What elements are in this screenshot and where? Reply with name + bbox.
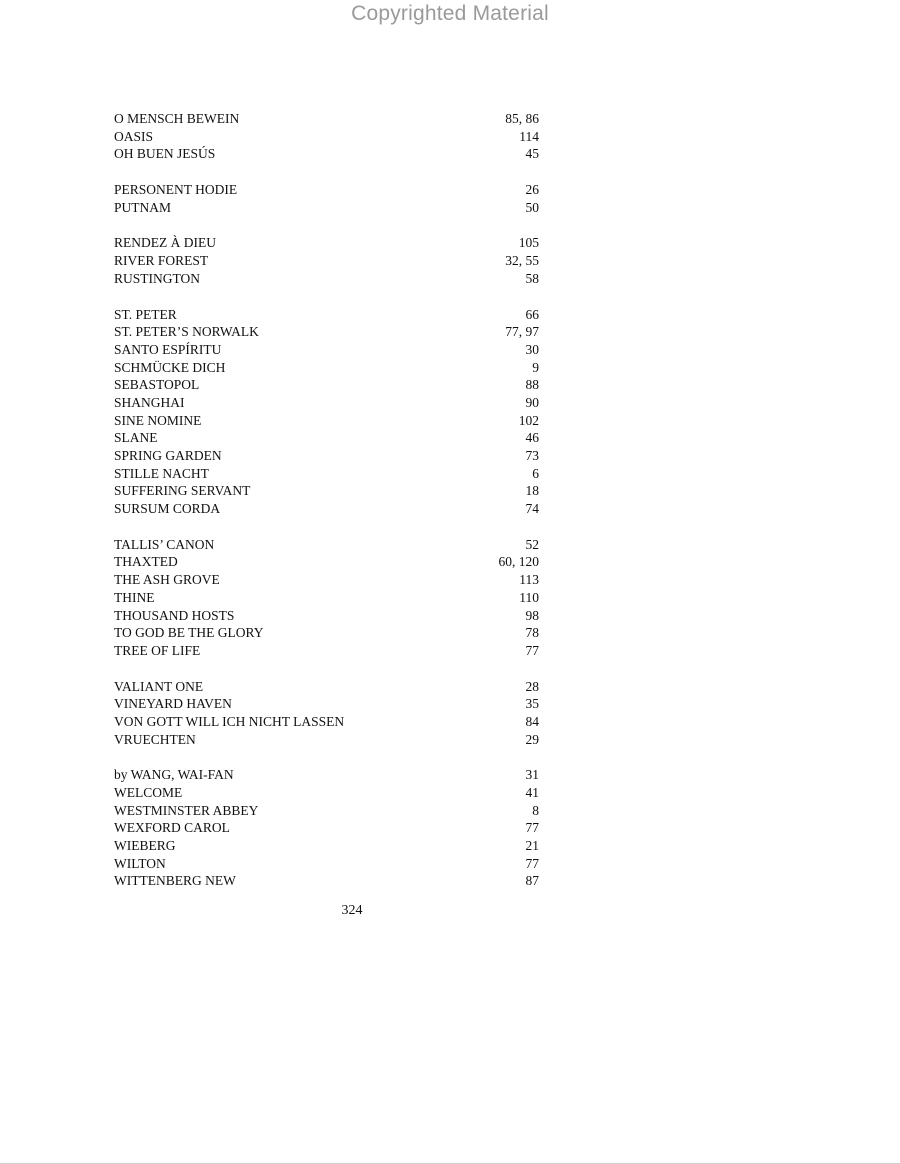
index-entry — [114, 447, 539, 465]
copyright-watermark: Copyrighted Material — [351, 2, 549, 25]
page-reference: 6 — [532, 465, 539, 481]
page-reference: 18 — [525, 483, 539, 499]
tune-title: THE ASH GROVE — [114, 572, 220, 588]
page-reference: 32, 55 — [505, 253, 539, 269]
page-number: 324 — [341, 903, 363, 918]
page-reference: 35 — [525, 696, 539, 712]
tune-title: VON GOTT WILL ICH NICHT LASSEN — [114, 713, 345, 729]
index-entry — [114, 607, 539, 625]
index-entry — [114, 270, 539, 288]
index-entry — [114, 713, 539, 731]
page-reference: 77, 97 — [505, 324, 539, 340]
tune-title: THAXTED — [114, 554, 178, 570]
page-reference: 113 — [519, 572, 539, 588]
tune-title: SLANE — [114, 430, 158, 446]
tune-title: by WANG, WAI-FAN — [114, 767, 234, 783]
page-reference: 77 — [525, 642, 539, 658]
index-entry — [114, 376, 539, 394]
index-entry — [114, 429, 539, 447]
page-reference: 88 — [525, 377, 539, 393]
index-entry — [114, 323, 539, 341]
index-entry — [114, 802, 539, 820]
index-entry — [114, 341, 539, 359]
tune-title: SUFFERING SERVANT — [114, 483, 251, 499]
page-reference: 110 — [519, 589, 539, 605]
index-group — [114, 181, 539, 216]
tune-title: TO GOD BE THE GLORY — [114, 625, 264, 641]
tune-title: TALLIS’ CANON — [114, 536, 215, 552]
page-reference: 46 — [525, 430, 539, 446]
tune-title: TREE OF LIFE — [114, 642, 201, 658]
index-entry — [114, 500, 539, 518]
index-group — [114, 234, 539, 287]
tune-title: SPRING GARDEN — [114, 448, 222, 463]
tune-title: RIVER FOREST — [114, 253, 209, 269]
index-entry — [114, 784, 539, 802]
index-entry — [114, 412, 539, 430]
index-entry — [114, 642, 539, 660]
tune-title: THOUSAND HOSTS — [114, 607, 235, 623]
tune-index — [114, 110, 539, 908]
tune-title: STILLE NACHT — [114, 465, 209, 481]
page-reference: 87 — [525, 873, 539, 889]
page-reference: 77 — [525, 820, 539, 836]
tune-title: WILTON — [114, 855, 166, 871]
page-reference: 50 — [525, 199, 539, 215]
page-reference: 85, 86 — [505, 111, 539, 126]
page-reference: 45 — [525, 146, 539, 162]
tune-title: SANTO ESPÍRITU — [114, 341, 222, 357]
tune-title: THINE — [114, 589, 155, 605]
page-reference: 52 — [525, 536, 539, 552]
index-entry — [114, 128, 539, 146]
page-reference: 66 — [525, 306, 539, 322]
tune-title: WELCOME — [114, 785, 183, 800]
page-reference: 28 — [525, 678, 539, 694]
page-reference: 90 — [525, 394, 539, 410]
index-entry — [114, 571, 539, 589]
page-reference: 114 — [519, 128, 539, 144]
index-entry — [114, 678, 539, 696]
page-reference: 84 — [525, 713, 539, 729]
index-entry — [114, 855, 539, 873]
index-entry — [114, 695, 539, 713]
tune-title: ST. PETER’S NORWALK — [114, 324, 259, 340]
tune-title: PERSONENT HODIE — [114, 182, 238, 198]
index-entry — [114, 306, 539, 324]
index-entry — [114, 624, 539, 642]
page-reference: 105 — [518, 235, 539, 251]
index-entry — [114, 553, 539, 571]
tune-title: VALIANT ONE — [114, 678, 204, 694]
index-entry — [114, 731, 539, 749]
tune-title: SURSUM CORDA — [114, 501, 221, 517]
page-reference: 30 — [525, 341, 539, 357]
tune-title: VRUECHTEN — [114, 731, 196, 747]
index-entry — [114, 536, 539, 554]
page-reference: 74 — [525, 501, 539, 517]
page-reference: 58 — [525, 270, 539, 286]
index-entry — [114, 819, 539, 837]
index-entry — [114, 482, 539, 500]
index-entry — [114, 394, 539, 412]
tune-title: RUSTINGTON — [114, 270, 201, 286]
tune-title: PUTNAM — [114, 199, 172, 215]
page-reference: 98 — [525, 607, 539, 623]
index-entry — [114, 145, 539, 163]
index-group — [114, 678, 539, 749]
tune-title: VINEYARD HAVEN — [114, 696, 232, 712]
tune-title: SINE NOMINE — [114, 412, 202, 428]
tune-title: SEBASTOPOL — [114, 377, 200, 393]
index-entry — [114, 110, 539, 128]
page-reference: 21 — [525, 838, 539, 854]
index-group — [114, 766, 539, 890]
tune-title: ST. PETER — [114, 306, 177, 322]
tune-title: O MENSCH BEWEIN — [114, 111, 240, 126]
index-entry — [114, 252, 539, 270]
index-entry — [114, 181, 539, 199]
tune-title: OH BUEN JESÚS — [114, 146, 216, 162]
index-entry — [114, 465, 539, 483]
index-group — [114, 536, 539, 660]
page-reference: 60, 120 — [498, 554, 539, 570]
tune-title: SCHMÜCKE DICH — [114, 359, 226, 375]
page-reference: 31 — [525, 767, 539, 783]
index-entry — [114, 589, 539, 607]
index-entry — [114, 766, 539, 784]
page-reference: 78 — [525, 625, 539, 641]
tune-title: RENDEZ À DIEU — [114, 235, 216, 251]
tune-title: WESTMINSTER ABBEY — [114, 802, 259, 818]
page-reference: 102 — [518, 412, 539, 428]
page-reference: 26 — [525, 182, 539, 198]
index-entry — [114, 199, 539, 217]
index-entry — [114, 837, 539, 855]
index-group — [114, 306, 539, 518]
page-reference: 41 — [525, 785, 539, 800]
tune-title: WIEBERG — [114, 838, 176, 854]
index-entry — [114, 872, 539, 890]
tune-title: OASIS — [114, 128, 154, 144]
page-reference: 9 — [532, 359, 539, 375]
index-entry — [114, 234, 539, 252]
index-entry — [114, 359, 539, 377]
tune-title: SHANGHAI — [114, 394, 185, 410]
page-reference: 29 — [525, 731, 539, 747]
page-reference: 8 — [532, 802, 539, 818]
index-group — [114, 110, 539, 163]
tune-title: WEXFORD CAROL — [114, 820, 230, 836]
page-reference: 73 — [525, 448, 539, 463]
page-reference: 77 — [525, 855, 539, 871]
tune-title: WITTENBERG NEW — [114, 873, 236, 889]
